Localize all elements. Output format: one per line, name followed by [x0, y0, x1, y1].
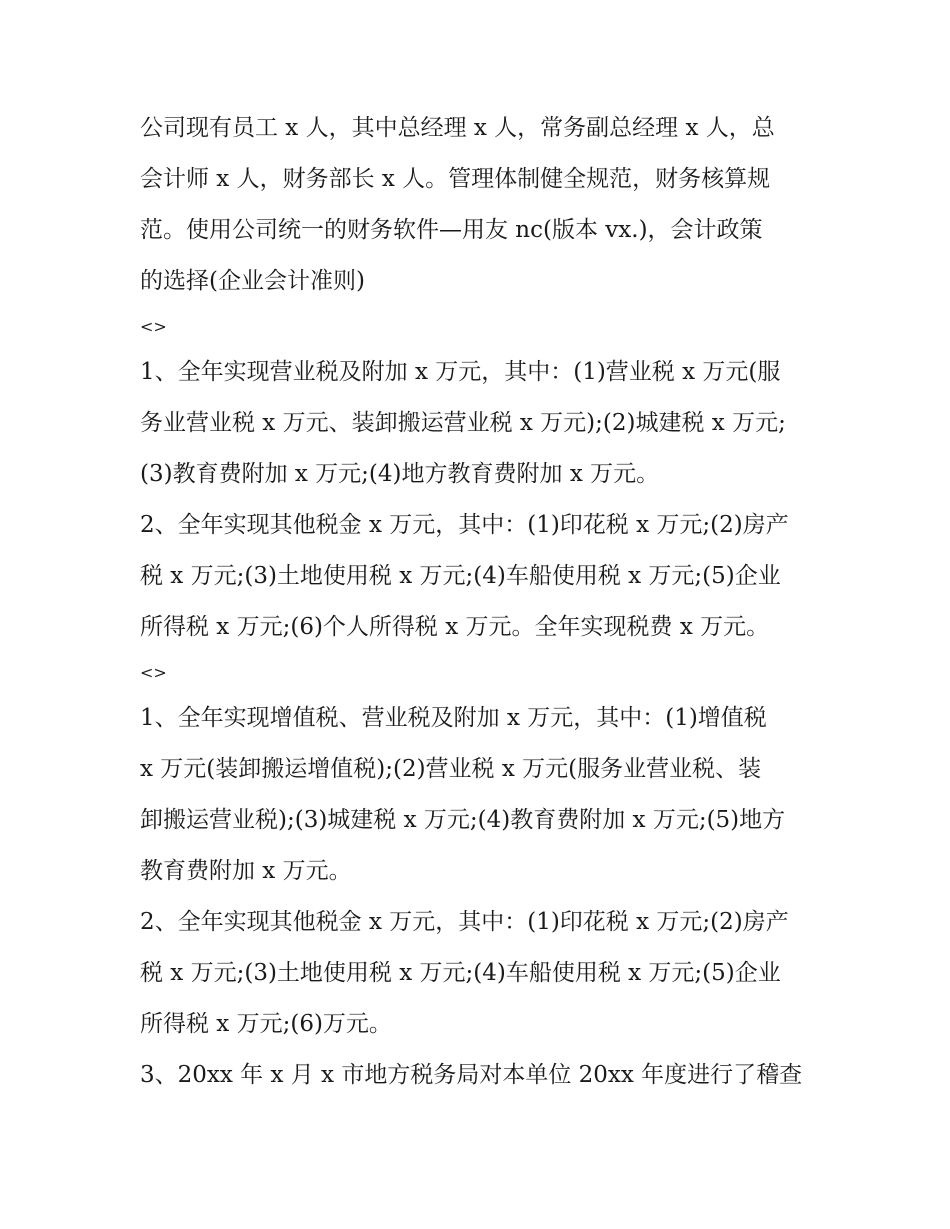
text-line: 教育费附加 x 万元。 [140, 858, 352, 884]
text-line: 所得税 x 万元;(6)万元。 [140, 1011, 392, 1037]
text-line: 所得税 x 万元;(6)个人所得税 x 万元。全年实现税费 x 万元。 [140, 614, 770, 640]
text-line: 1、全年实现增值税、营业税及附加 x 万元，其中：(1)增值税 [140, 705, 767, 731]
text-line: 会计师 x 人，财务部长 x 人。管理体制健全规范，财务核算规 [140, 166, 771, 192]
text-line: 1、全年实现营业税及附加 x 万元，其中：(1)营业税 x 万元(服 [140, 359, 781, 385]
section-marker: <> [140, 317, 167, 336]
text-line: 税 x 万元;(3)土地使用税 x 万元;(4)车船使用税 x 万元;(5)企业 [140, 960, 781, 986]
text-line: 务业营业税 x 万元、装卸搬运营业税 x 万元);(2)城建税 x 万元; [140, 410, 786, 436]
text-line: 范。使用公司统一的财务软件—用友 nc(版本 vx.)，会计政策 [140, 217, 763, 243]
document-body [140, 103, 820, 1101]
text-line: x 万元(装卸搬运增值税);(2)营业税 x 万元(服务业营业税、装 [140, 756, 762, 782]
text-line: 税 x 万元;(3)土地使用税 x 万元;(4)车船使用税 x 万元;(5)企业 [140, 563, 781, 589]
section-marker: <> [140, 663, 167, 682]
text-line: 3、20xx 年 x 月 x 市地方税务局对本单位 20xx 年度进行了稽查 [140, 1062, 803, 1088]
text-line: 卸搬运营业税);(3)城建税 x 万元;(4)教育费附加 x 万元;(5)地方 [140, 807, 786, 833]
text-line: 2、全年实现其他税金 x 万元，其中：(1)印花税 x 万元;(2)房产 [140, 909, 789, 935]
text-line: 的选择(企业会计准则) [140, 268, 365, 294]
text-line: 公司现有员工 x 人，其中总经理 x 人，常务副总经理 x 人，总 [140, 115, 775, 141]
text-line: (3)教育费附加 x 万元;(4)地方教育费附加 x 万元。 [140, 461, 660, 487]
text-line: 2、全年实现其他税金 x 万元，其中：(1)印花税 x 万元;(2)房产 [140, 512, 789, 538]
